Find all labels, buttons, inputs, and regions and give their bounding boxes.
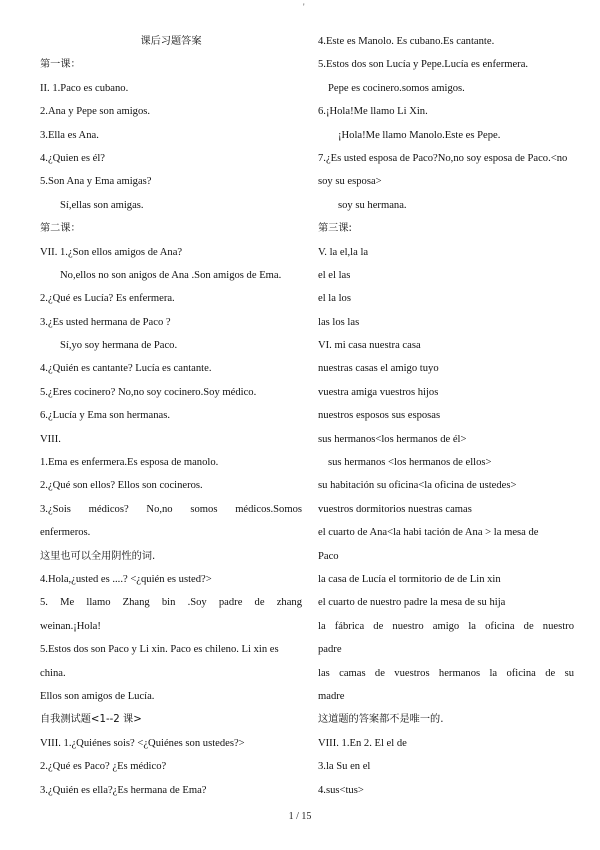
left-column-line: II. 1.Paco es cubano. (40, 82, 129, 94)
right-column (318, 30, 574, 802)
left-column-line: 2.¿Qué es Lucía? Es enfermera. (40, 293, 175, 305)
left-column-line: 4.Hola,¿usted es ....? <¿quién es usted?> (40, 573, 212, 585)
left-column-line: 5.¿Eres cocinero? No,no soy cocinero.Soy médico. (40, 386, 257, 398)
left-column-line: 3.¿Es usted hermana de Paco ? (40, 316, 171, 328)
right-column-line: sus hermanos <los hermanos de ellos> (328, 457, 492, 469)
left-column-line: 1.Ema es enfermera.Es esposa de manolo. (40, 457, 219, 469)
right-column-line: vuestra amiga vuestros hijos (318, 386, 439, 398)
right-column-line: el cuarto de Ana<la habi tación de Ana > la mesa de (318, 527, 539, 539)
right-column-line: la fábrica de nuestro amigo la oficina de nuestro (318, 620, 574, 632)
right-column-line: nuestros esposos sus esposas (318, 410, 441, 422)
right-column-line: sus hermanos<los hermanos de él> (318, 433, 467, 445)
right-column-line: las camas de vuestros hermanos la oficina de su (318, 667, 574, 679)
right-column-line: 7.¿Es usted esposa de Paco?No,no soy esposa de Paco.<no (318, 152, 568, 164)
right-column-line: ¡Hola!Me llamo Manolo.Este es Pepe. (338, 129, 501, 141)
left-column-line: 3.¿Sois médicos? No,no somos médicos.Somos (40, 503, 302, 515)
left-column-line: 5.Estos dos son Paco y Li xin. Paco es chileno. Li xin es (40, 644, 279, 656)
right-column-line: su habitación su oficina<la oficina de ustedes> (318, 480, 517, 492)
left-column-line: 课后习题答案 (140, 36, 202, 47)
left-column-line: Ellos son amigos de Lucía. (40, 690, 155, 702)
left-column-line: china. (40, 667, 66, 679)
left-column-line: 这里也可以全用阴性的词. (40, 550, 156, 562)
right-column-line: 5.Estos dos son Lucía y Pepe.Lucía es enfermera. (318, 59, 529, 71)
right-column-line: vuestros dormitorios nuestras camas (318, 503, 472, 515)
left-column-line: 5.Son Ana y Ema amigas? (40, 176, 152, 188)
right-column-line: las los las (318, 316, 360, 328)
right-column-line: 4.Este es Manolo. Es cubano.Es cantante. (318, 36, 495, 47)
right-column-line: VI. mi casa nuestra casa (318, 340, 421, 352)
right-column-line: VIII. 1.En 2. El el de (318, 737, 407, 749)
page-number: 1 / 15 (288, 811, 312, 822)
left-column-line: 第二课： (40, 223, 81, 235)
right-column-line: nuestras casas el amigo tuyo (318, 363, 439, 375)
left-column-line: VIII. (40, 433, 61, 445)
left-column-line: 3.Ella es Ana. (40, 129, 99, 141)
right-column-line: Pepe es cocinero.somos amigos. (328, 82, 465, 94)
left-column-line: 5. Me llamo Zhang bin .Soy padre de zhang (40, 597, 302, 609)
left-column-line: VII. 1.¿Son ellos amigos de Ana? (40, 246, 183, 258)
right-column-line: madre (318, 690, 345, 702)
right-column-line: la casa de Lucía el tormitorio de de Lin xin (318, 573, 501, 585)
left-column-line: 2.¿Qué son ellos? Ellos son cocineros. (40, 480, 203, 492)
left-column-line: Sí,ellas son amigas. (60, 199, 144, 211)
right-column-line: soy su hermana. (338, 199, 407, 211)
left-column-line: No,ellos no son anigos de Ana .Son amigos de Ema. (60, 269, 282, 281)
right-column-line: 4.sus<tus> (318, 784, 364, 796)
left-column-line: 2.¿Qué es Paco? ¿Es médico? (40, 761, 167, 773)
left-column-line: Sí,yo soy hermana de Paco. (60, 340, 178, 352)
left-column-line: 2.Ana y Pepe son amigos. (40, 106, 151, 118)
left-column-line: 自我测试题<1--2 课> (40, 714, 142, 726)
right-column-line: padre (318, 644, 342, 656)
right-column-line: el la los (318, 293, 351, 305)
left-column-line: weinan.¡Hola! (40, 620, 101, 632)
right-column-line: V. la el,la la (318, 246, 369, 258)
right-column-line: el cuarto de nuestro padre la mesa de su hija (318, 597, 506, 609)
right-column-line: soy su esposa> (318, 176, 382, 188)
right-column-line: 第三课: (318, 223, 352, 235)
left-column-line: VIII. 1.¿Quiénes sois? <¿Quiénes son ustedes?> (40, 737, 245, 749)
top-mark: ' (303, 2, 305, 12)
right-column-line: el el las (318, 269, 351, 281)
right-column-line: 3.la Su en el (318, 761, 371, 773)
left-column-line: 6.¿Lucía y Ema son hermanas. (40, 410, 171, 422)
left-column-line: 4.¿Quién es cantante? Lucía es cantante. (40, 363, 212, 375)
left-column-line: enfermeros. (40, 527, 91, 539)
left-column-line: 第一课： (40, 59, 81, 71)
left-column-line: 4.¿Quien es él? (40, 152, 106, 164)
left-column (40, 30, 302, 802)
right-column-line: 6.¡Hola!Me llamo Li Xin. (318, 106, 428, 118)
right-column-line: Paco (318, 550, 339, 562)
right-column-line: 这道题的答案都不是唯一的. (318, 714, 444, 726)
left-column-line: 3.¿Quién es ella?¿Es hermana de Ema? (40, 784, 207, 796)
